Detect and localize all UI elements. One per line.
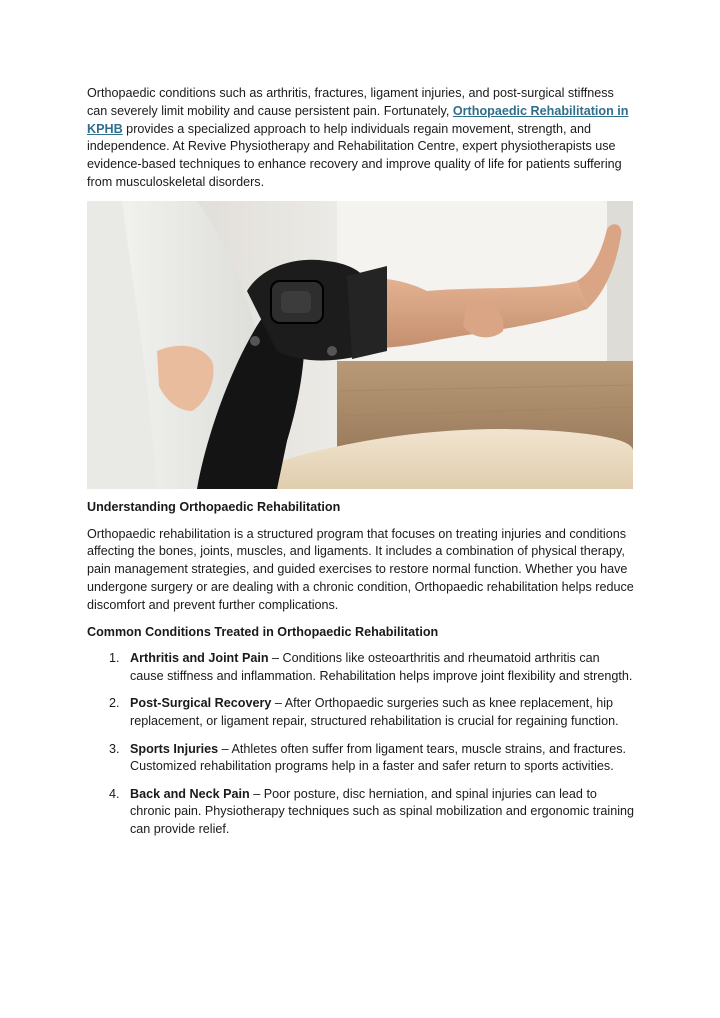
list-item-desc: – Conditions like osteoarthritis and rheumatoid arthritis can cause stiffness and inflammation. Rehabilitation helps improve joint flexibility and strength. (130, 651, 633, 684)
article-body (87, 85, 635, 849)
list-item-number: 1. (109, 651, 120, 666)
list-item (87, 786, 635, 839)
list-item-desc: – Athletes often suffer from ligament tears, muscle strains, and fractures. Customized rehabilitation programs help in a faster and safer return to sports activities. (130, 741, 627, 774)
list-item (87, 741, 635, 777)
list-item-desc: – Poor posture, disc herniation, and spinal injuries can lead to chronic pain. Physiotherapy techniques such as spinal mobilization and ergonomic training can provide relief. (130, 786, 635, 837)
section-body-understanding: Orthopaedic rehabilitation is a structured program that focuses on treating injuries and conditions affecting the bones, joints, muscles, and ligaments. It includes a combination of physical therapy, pain management strategies, and guided exercises to restore normal function. Whether you have undergone surgery or are dealing with a chronic condition, Orthopaedic rehabilitation helps reduce discomfort and prevent further complications. (87, 526, 634, 612)
list-item-number: 3. (109, 741, 120, 756)
list-item-term: Sports Injuries (130, 741, 219, 756)
list-item (87, 650, 635, 686)
knee-brace-therapy-photo (87, 201, 633, 489)
intro-text-before: Orthopaedic conditions such as arthritis, fractures, ligament injuries, and post-surgical stiffness can severely limit mobility and cause persistent pain. Fortunately, (87, 86, 614, 118)
section-heading-understanding: Understanding Orthopaedic Rehabilitation (87, 499, 341, 514)
list-item-number: 4. (109, 786, 120, 801)
section-heading-conditions: Common Conditions Treated in Orthopaedic Rehabilitation (87, 624, 439, 639)
list-item-term: Arthritis and Joint Pain (130, 651, 269, 666)
list-item-term: Back and Neck Pain (130, 786, 250, 801)
intro-text-after: provides a specialized approach to help individuals regain movement, strength, and independence. At Revive Physiotherapy and Rehabilitation Centre, expert physiotherapists use evidence-based techniques to enhance recovery and improve quality of life for patients suffering from musculoskeletal disorders. (87, 121, 622, 189)
intro-paragraph (87, 85, 635, 192)
conditions-list (87, 650, 635, 839)
list-item (87, 695, 635, 731)
list-item-number: 2. (109, 696, 120, 711)
list-item-term: Post-Surgical Recovery (130, 696, 272, 711)
orthopaedic-rehab-link[interactable]: Orthopaedic Rehabilitation in KPHB (87, 103, 629, 136)
list-item-desc: – After Orthopaedic surgeries such as knee replacement, hip replacement, or ligament repair, structured rehabilitation is crucial for regaining function. (130, 696, 619, 729)
